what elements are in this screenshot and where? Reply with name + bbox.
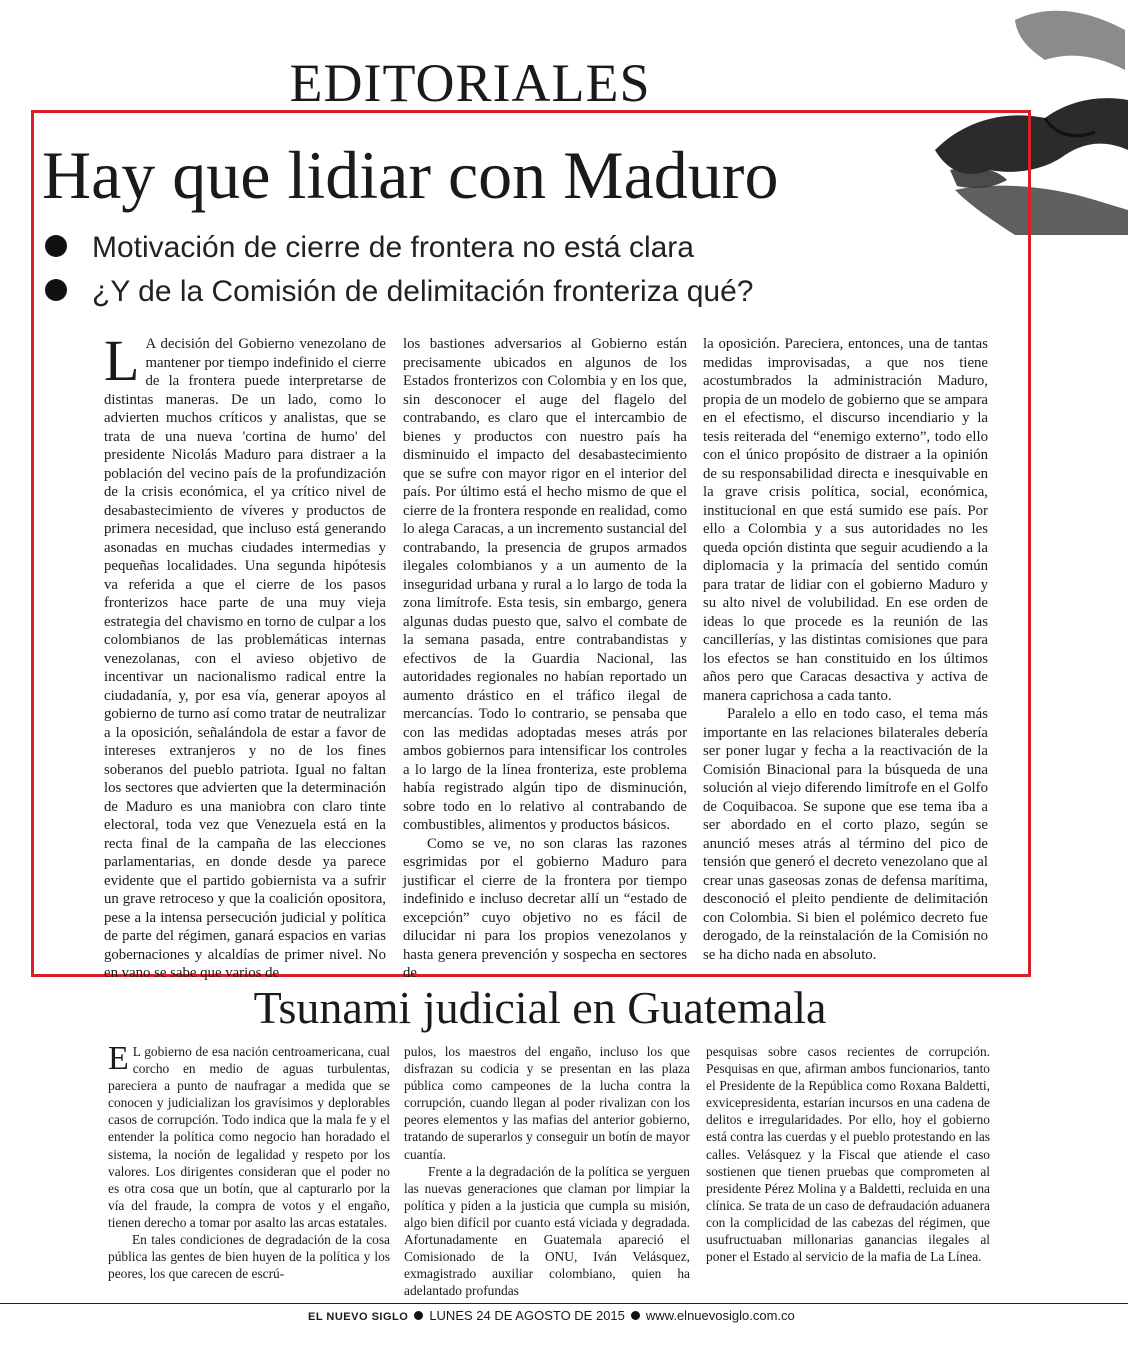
drop-cap: E: [108, 1040, 129, 1077]
subhead-item: Motivación de cierre de frontera no está clara: [45, 226, 753, 270]
paragraph: Frente a la degradación de la política se yerguen las nuevas generaciones que claman por limpiar la política y piden a la justicia que cumpla su misión, algo bien difícil por cuanto está viciada y degradada. Afortunadamente en Guatemala apareció el Comisionado de la ONU, Iván Velásquez, exmagistrado auxiliar colombiano, quien ha adelantado profundas: [404, 1163, 690, 1299]
paragraph: la oposición. Pareciera, entonces, una de tantas medidas improvisadas, a que nos tiene acostumbrados la administración Maduro, propia de un modelo de gobierno que se ampara en el efectismo, el discurso incendiario y la tesis reiterada del “enemigo externo”, todo ello con el único propósito de distraer a la opinión de su responsabilidad directa e inesquivable en la grave crisis política, social, económica, institucional en que está sumido ese país. Por ello a Colombia y a sus autoridades no les queda opción distinta que seguir acudiendo a la diplomacia y la primacía del sentido común para tratar de lidiar con el gobierno Maduro y su alto nivel de volubilidad. En ese orden de ideas lo que procede es la reunión de las cancillerías, y las distintas comisiones que para los efectos se han constituido en los últimos años pero que Caracas desactiva y activa de manera caprichosa a cada tanto.: [703, 336, 988, 704]
paragraph: pulos, los maestros del engaño, incluso los que disfrazan su codicia y se presentan en las plaza pública como campeones de la lucha contra la corrupción, cuando llegan al poder rivalizan con los peores elementos y las mafias del anterior gobierno, tratando de superarlos y conseguir un botín de mayor cuantía.: [404, 1044, 690, 1162]
paragraph: A decisión del Gobierno venezolano de mantener por tiempo indefinido el cierre de la frontera puede interpretarse de distintas maneras. De un lado, como lo advierten muchos críticos y analistas, que se trata de una nueva 'cortina de humo' del presidente Nicolás Maduro para distraer a la población del vecino país de la profundización de la crisis económica, el ya crítico nivel de desabastecimiento de víveres y productos de primera necesidad, que incluso está generando asonadas en muchas ciudades intermedias y pequeñas localidades. Una segunda hipótesis va referida a que el cierre de los pasos fronterizos hace parte de una muy vieja estrategia del chavismo en torno de culpar a los colombianos de las problemáticas internas venezolanas, con el avieso objetivo de incentivar un nacionalismo radical entre la ciudadanía, y, por esa vía, generar apoyos al gobierno de turno así como tratar de neutralizar a la oposición, señalándola de estar a favor de intereses extranjeros y no de los fines soberanos del pueblo patriota. Igual no faltan los sectores que advierten que la determinación de Maduro es una maniobra con claro tinte electoral, toda vez que Venezuela está en la recta final de la campaña de las elecciones parlamentarias, en donde desde ya parece evidente que el partido gobiernista va a sufrir un grave retroceso y que la coalición opositora, pese a la intensa persecución judicial y política de parte del régimen, ganará espacios en varias gobernaciones y alcaldías de primer nivel. No en vano se sabe que varios de: [104, 336, 386, 981]
paragraph: Como se ve, no son claras las razones esgrimidas por el gobierno Maduro para justificar el cierre de la frontera por tiempo indefinido e incluso decretar allí un “estado de excepción” cuyo objetivo no es fácil de dilucidar ni para los propios venezolanos y hasta genera prevención y sospecha en sectores de: [403, 835, 687, 981]
paragraph: los bastiones adversarios al Gobierno están precisamente ubicados en algunos de los Estados fronterizos con Colombia y en los que, sin desconocer el auge del flagelo del contrabando, es claro que el intercambio de bienes y productos con nuestro país ha disminuido el impacto del desabastecimiento que se sufre con mayor rigor en el interior del país. Por último está el hecho mismo de que el cierre de la frontera responde en realidad, como lo alega Caracas, a un incremento sustancial del contrabando, la presencia de grupos armados ilegales colombianos y a un aumento de la inseguridad urbana y rural a lo largo de toda la zona limítrofe. Esta tesis, sin embargo, genera algunas dudas puesto que, salvo el combate de la semana pasada, entre contrabandistas y efectivos de la Guardia Nacional, las autoridades regionales no habían reportado un aumento drástico en el tráfico ilegal de mercancías. Todo lo contrario, se pensaba que con las medidas adoptadas meses atrás por ambos gobiernos para intensificar los controles a lo largo de la línea fronteriza, este problema había registrado algún tipo de disminución, sobre todo en lo relativo al contrabando de combustibles, alimentos y productos básicos.: [403, 336, 687, 833]
editorial-2-column-3: [706, 1043, 990, 1265]
issue-date: LUNES 24 DE AGOSTO DE 2015: [429, 1308, 625, 1323]
bullet-icon: [631, 1311, 640, 1320]
editorial-2-column-1: [108, 1040, 390, 1282]
bullet-icon: [45, 279, 67, 301]
editorial-1-headline: Hay que lidiar con Maduro: [42, 137, 779, 213]
paragraph: En tales condiciones de degradación de la cosa pública las gentes de bien huyen de la política y los peores, los que carecen de escrú-: [108, 1232, 390, 1282]
newspaper-brand: EL NUEVO SIGLO: [308, 1311, 409, 1323]
editorial-1-column-1: [104, 328, 386, 983]
website-url: www.elnuevosiglo.com.co: [645, 1308, 795, 1323]
page-footer: [308, 1308, 795, 1323]
subhead-item: ¿Y de la Comisión de delimitación fronteriza qué?: [45, 270, 753, 314]
editorial-1-subheads: [45, 226, 753, 314]
paragraph: pesquisas sobre casos recientes de corrupción. Pesquisas en que, afirman ambos funcionarios, tanto el Presidente de la República como Roxana Baldetti, exvicepresidenta, estarían incursos en una cadena de delitos e irregularidades. Por ello, hoy el gobierno está contra las cuerdas y el pueblo protestando en las calles. Velásquez y la Fiscal que atiende el caso sostienen que tienen pruebas que comprometen al presidente Pérez Molina y a Baldetti, recluida en una clínica. Se trata de un caso de defraudación aduanera con la complicidad de las cabezas del régimen, que usufructuaban millonarias ganancias ilegales al poner el Estado al servicio de la mafia de La Línea.: [706, 1044, 990, 1265]
section-title: EDITORIALES: [289, 53, 651, 113]
paragraph: L gobierno de esa nación centroamericana, cual corcho en medio de aguas turbulentas, pareciera a punto de naufragar a medida que se conocen y judicializan los gravísimos y deplorables casos de corrupción. Todo indica que la mala fe y el entender la política como negocio han horadado el sistema, la noción de legalidad y respeto por los valores. Los dirigentes consideran que el poder no es otra cosa que un botín, que al capturarlo por la vía del fraude, la compra de votos y el engaño, tienen derecho a tomar por asalto las arcas estatales.: [108, 1044, 390, 1230]
bullet-icon: [45, 235, 67, 257]
bullet-icon: [414, 1311, 423, 1320]
editorial-2-column-2: [404, 1043, 690, 1299]
editorial-2-headline: Tsunami judicial en Guatemala: [253, 982, 827, 1033]
drop-cap: L: [104, 328, 140, 393]
editorial-1-column-3: [703, 335, 988, 964]
paragraph: Paralelo a ello en todo caso, el tema más importante en las relaciones bilaterales debería ser poner lugar y fecha a la reactivación de la Comisión Binacional para la búsqueda de una solución al viejo diferendo limítrofe en el Golfo de Coquibacoa. Se supone que ese tema iba a ser abordado en el corto plazo, según se anunció meses atrás al término del pico de tensión que generó el decreto venezolano que al crear unas gaseosas zonas de defensa marítima, desconoció el pleito pendiente de delimitación con Colombia. Si bien el polémico decreto fue derogado, de la reinstalación de la Comisión no se ha dicho nada en absoluto.: [703, 706, 988, 963]
editorial-1-column-2: [403, 335, 687, 983]
footer-rule: [0, 1303, 1128, 1304]
